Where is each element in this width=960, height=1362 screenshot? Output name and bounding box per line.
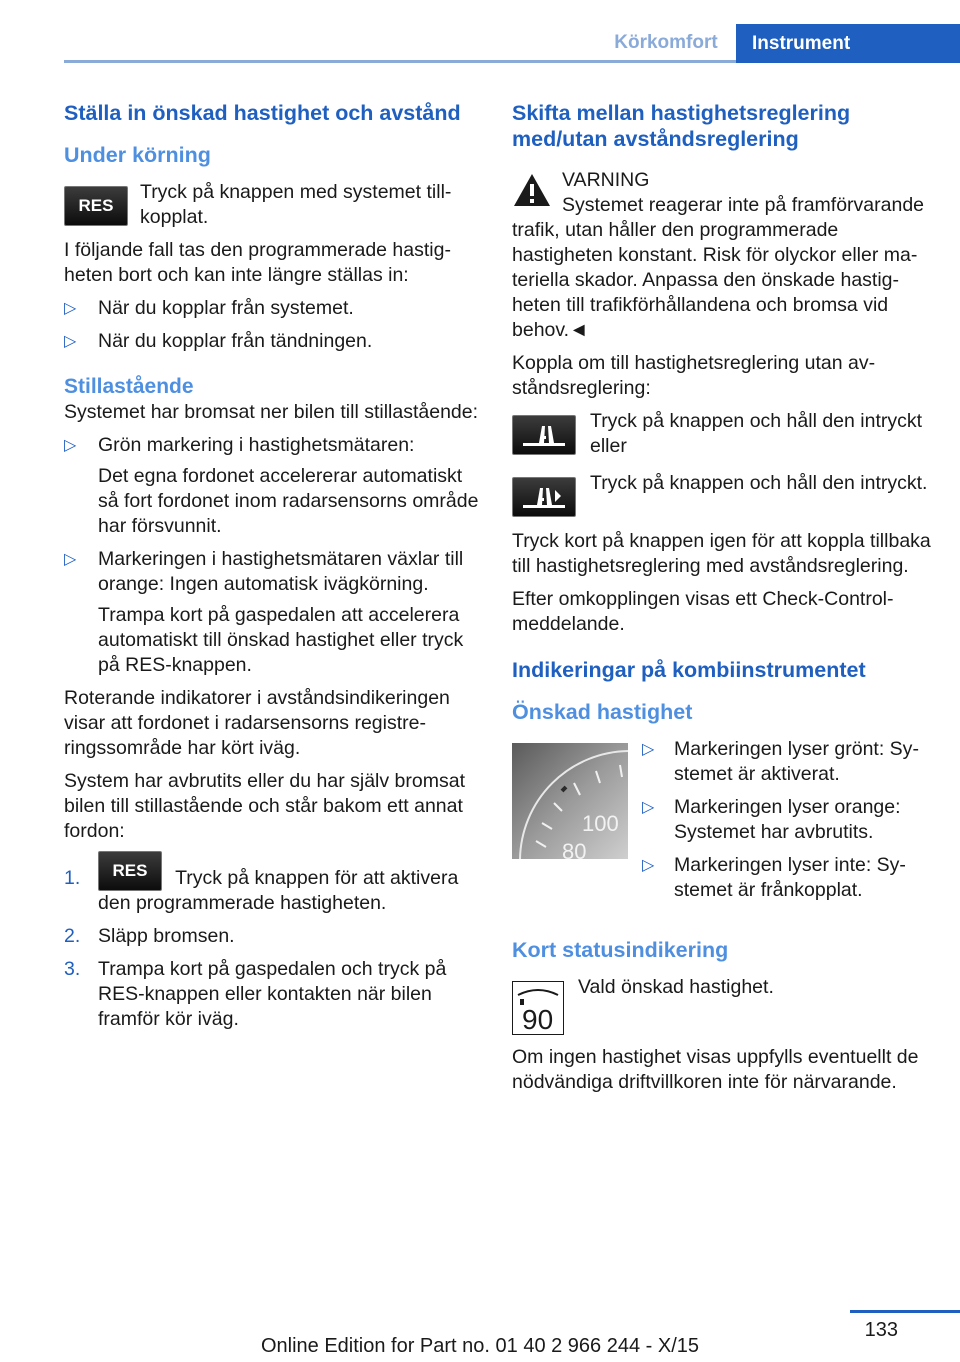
tab-instrument[interactable] (736, 24, 960, 60)
step-text: Trampa kort på gaspedalen och tryck på RES-knappen eller kontakten när bilen framför kör iväg. (98, 958, 447, 1030)
left-column (64, 100, 484, 1040)
distance-control-button-alt-icon (512, 477, 576, 517)
step-text: Släpp bromsen. (98, 925, 235, 947)
acc-text-2: Tryck på knappen och håll den intryckt. (590, 472, 928, 494)
heading-indicators: Indikeringar på kombiinstrumentet (512, 658, 866, 682)
warning-icon (512, 172, 552, 208)
heading-switch-mode: Skifta mellan hastighetsreglering med/utan avståndsreglering (512, 101, 851, 151)
step-number: 1. (64, 867, 81, 889)
page-footer (0, 1310, 960, 1362)
tab-korkomfort[interactable]: Körkomfort (614, 32, 718, 53)
heading-set-speed-distance: Ställa in önskad hastighet och avstånd (64, 101, 461, 125)
text-switch: Koppla om till hastighetsreglering utan avståndsreglering: (512, 352, 876, 399)
step-3 (64, 957, 484, 1032)
text-chosen-speed: Vald önskad hastighet. (578, 976, 774, 998)
list-item: ▷ När du kopplar från systemet. (64, 296, 484, 321)
status-speed-icon (512, 981, 564, 1035)
list-item-text: ▷ Grön markering i hastighetsmätaren: (98, 434, 415, 456)
page-number: 133 (864, 1319, 898, 1341)
step-number: 3. (64, 958, 81, 980)
text-interrupted: System har avbrutits eller du har själv bromsat bilen till stillastående och står bakom ett annat fordon: (64, 770, 465, 842)
list-item: ▷ Markeringen lyser grönt: Systemet är aktiverat. (642, 737, 932, 787)
tab-instrument-label: Instrument (752, 33, 851, 54)
step-2 (64, 924, 484, 949)
step-1 (64, 860, 484, 916)
text-rotating: Roterande indikatorer i avståndsindikeringen visar att fordonet i radarsensorns registreringssområde har kört iväg. (64, 687, 450, 759)
gauge-label-100: 100 (582, 811, 619, 836)
heading-short-status: Kort statusindikering (512, 938, 729, 962)
list-item: ▷ Markeringen lyser inte: Systemet är frånkopplat. (642, 853, 932, 903)
right-column (512, 100, 932, 1103)
acc-row-2 (512, 471, 932, 517)
acc-row-1 (512, 409, 932, 459)
speedometer-gauge-image (512, 743, 628, 859)
list-item-text: Det egna fordonet accelererar automatiskt så fort fordonet inom radarsensorns område har försvunnit. (98, 465, 479, 537)
text-back: Tryck kort på knappen igen för att koppla tillbaka till hastighetsreglering med avståndsreglering. (512, 530, 931, 577)
res-button-icon: RES (64, 186, 128, 226)
bullet-list-deleted (64, 296, 484, 354)
text-res-press: Tryck på knappen med systemet tillkopplat. (140, 181, 452, 228)
list-item (64, 433, 484, 539)
heading-desired-speed: Önskad hastighet (512, 700, 693, 724)
status-speed-value: 90 (522, 1004, 554, 1035)
heading-while-driving: Under körning (64, 143, 211, 167)
text-no-speed: Om ingen hastighet visas uppfylls eventuellt de nödvändiga driftvillkoren inte för närvarande. (512, 1046, 919, 1093)
text-standstill: Systemet har bromsat ner bilen till stillastående: (64, 401, 479, 423)
steps-list (64, 860, 484, 1032)
heading-standstill: Stillastående (64, 375, 194, 398)
footer-rule (850, 1310, 960, 1313)
res-button-icon: RES (98, 851, 162, 891)
edition-text: Online Edition for Part no. 01 40 2 966 244 - X/15 (260, 1335, 700, 1357)
acc-text-1: Tryck på knappen och håll den intryckt eller (590, 410, 923, 457)
step-text: Tryck på knappen för att aktivera den programmerade hastigheten. (98, 867, 459, 914)
list-item-text: ▷ Markeringen i hastighetsmätaren växlar till orange: Ingen automatisk ivägkörning. (98, 548, 464, 595)
desired-speed-row (512, 737, 932, 919)
list-item (64, 547, 484, 678)
list-item-text: Trampa kort på gaspedalen att accelerera automatiskt till önskad hastighet eller tryck på RES-knappen. (98, 604, 464, 676)
step-number: 2. (64, 925, 81, 947)
page-header (0, 0, 960, 62)
text-cases: I följande fall tas den programmerade hastigheten bort och kan inte längre ställas in: (64, 239, 451, 286)
list-item: ▷ När du kopplar från tändningen. (64, 329, 484, 354)
warning-text: Systemet reagerar inte på framförvarande trafik, utan håller den programmerade hastigheten konstant. Risk för olyckor eller materiella skador. Anpassa den önskade hastigheten till trafikförhållandena och bromsa vid behov.◄ (512, 194, 925, 341)
distance-control-button-icon (512, 415, 576, 455)
bullet-list-standstill (64, 433, 484, 678)
text-after: Efter omkopplingen visas ett Check-Control-meddelande. (512, 588, 894, 635)
gauge-label-80: 80 (562, 839, 587, 859)
list-item: ▷ Markeringen lyser orange: Systemet har avbrutits. (642, 795, 932, 845)
header-rule-active (736, 60, 960, 63)
warning-title: VARNING (562, 169, 650, 191)
marker-list (642, 737, 932, 911)
